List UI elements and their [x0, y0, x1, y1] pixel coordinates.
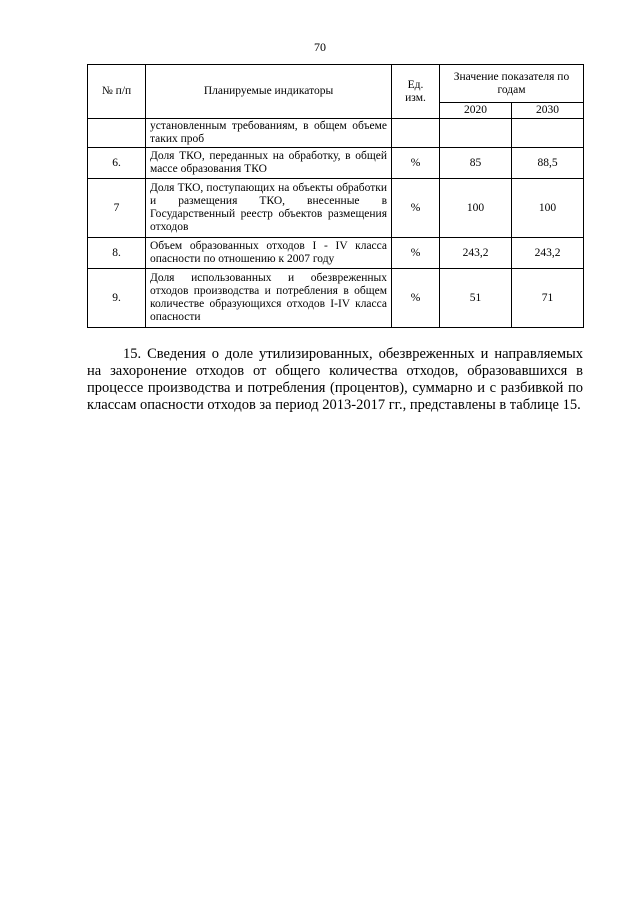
row-indicator: Объем образованных отходов I - IV класса опасности по отношению к 2007 году	[146, 238, 392, 269]
row-number: 8.	[88, 238, 146, 269]
row-number: 9.	[88, 269, 146, 328]
row-number	[88, 119, 146, 148]
header-unit: Ед. изм.	[392, 65, 440, 119]
row-value-2020: 243,2	[440, 238, 512, 269]
row-value-2030: 100	[512, 179, 584, 238]
header-indicators: Планируемые индикаторы	[146, 65, 392, 119]
page-number: 70	[314, 40, 326, 54]
row-unit: %	[392, 148, 440, 179]
header-num: № п/п	[88, 65, 146, 119]
row-unit: %	[392, 269, 440, 328]
row-unit: %	[392, 179, 440, 238]
table-row	[88, 179, 584, 238]
header-value: Значение показателя по годам	[440, 65, 584, 103]
row-value-2020: 100	[440, 179, 512, 238]
header-year-2020: 2020	[440, 103, 512, 119]
row-value-2020: 85	[440, 148, 512, 179]
body-paragraph: 15. Сведения о доле утилизированных, обезвреженных и направляемых на захоронение отходов от общего количества отходов, образовавшихся в процессе производства и потребления (процентов), суммарно и с разбивкой по классам опасности отходов за период 2013-2017 гг., представлены в таблице 15.	[87, 346, 583, 413]
table-row	[88, 148, 584, 179]
indicators-table	[87, 64, 584, 328]
row-value-2030: 71	[512, 269, 584, 328]
row-indicator: Доля ТКО, поступающих на объекты обработки и размещения ТКО, внесенные в Государственный реестр объектов размещения отходов	[146, 179, 392, 238]
table-row	[88, 269, 584, 328]
row-value-2030	[512, 119, 584, 148]
row-unit: %	[392, 238, 440, 269]
row-number: 6.	[88, 148, 146, 179]
row-indicator: установленным требованиям, в общем объеме таких проб	[146, 119, 392, 148]
row-value-2030: 243,2	[512, 238, 584, 269]
row-value-2020	[440, 119, 512, 148]
row-number: 7	[88, 179, 146, 238]
table-row	[88, 119, 584, 148]
row-indicator: Доля использованных и обезвреженных отходов производства и потребления в общем количестве образующихся отходов I-IV класса опасности	[146, 269, 392, 328]
table-row	[88, 238, 584, 269]
row-value-2030: 88,5	[512, 148, 584, 179]
row-unit	[392, 119, 440, 148]
row-indicator: Доля ТКО, переданных на обработку, в общей массе образования ТКО	[146, 148, 392, 179]
header-year-2030: 2030	[512, 103, 584, 119]
row-value-2020: 51	[440, 269, 512, 328]
